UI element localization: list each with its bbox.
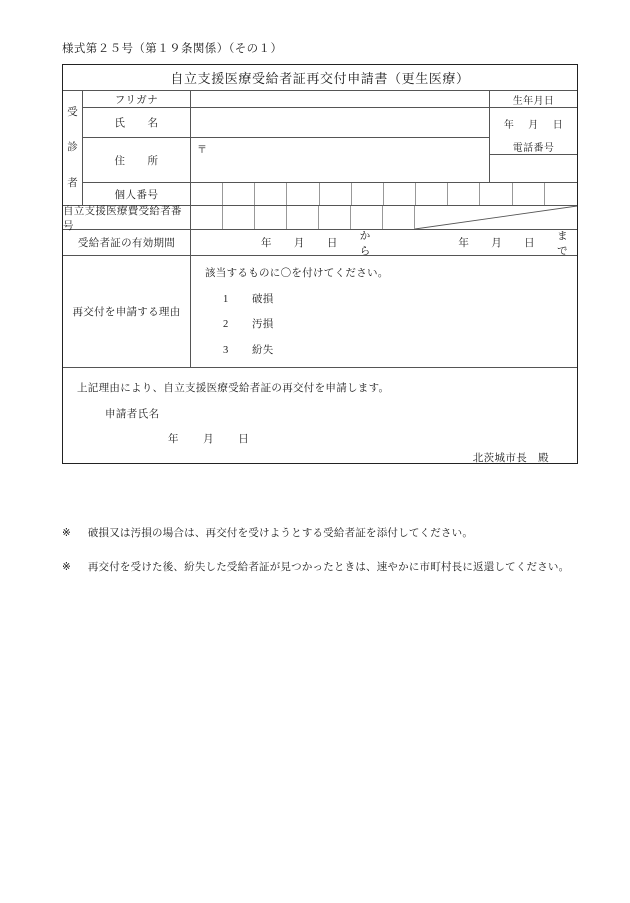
digit-cell[interactable] [223, 206, 255, 229]
reason-option-3-label: 紛失 [251, 344, 274, 356]
reason-option-1-label: 破損 [251, 293, 274, 305]
applicant-signature-label[interactable]: 申請者氏名 [105, 409, 160, 420]
digit-cell[interactable] [191, 206, 223, 229]
footnote-2 [62, 559, 592, 574]
reason-option-2[interactable] [223, 319, 577, 331]
benefit-number-label: 自立支援医療費受給者番号 [63, 206, 191, 229]
benefit-digit-boxes [191, 206, 415, 229]
digit-cell[interactable] [255, 183, 287, 205]
birth-year-unit: 年 [503, 119, 515, 131]
mynumber-input[interactable] [191, 183, 577, 205]
reason-label: 再交付を申請する理由 [63, 256, 191, 367]
furigana-row [83, 91, 489, 108]
from-year-unit: 年 [261, 238, 272, 249]
form-title-row [63, 65, 577, 91]
footnote-1-text: 破損又は汚損の場合は、再交付を受けようとする受給者証を添付してください。 [87, 528, 474, 539]
reason-option-3-number: 3 [223, 344, 229, 356]
birthdate-label: 生年月日 [490, 91, 577, 108]
digit-cell[interactable] [255, 206, 287, 229]
reason-option-1-number: 1 [223, 293, 229, 305]
validity-period-label: 受給者証の有効期間 [63, 230, 191, 255]
from-suffix: から [359, 230, 371, 257]
benefit-number-row [63, 205, 577, 230]
digit-cell[interactable] [513, 183, 545, 205]
name-input[interactable] [191, 108, 489, 137]
digit-cell[interactable] [287, 183, 319, 205]
to-suffix: まで [557, 230, 568, 257]
vertical-char-2: 診 [67, 142, 78, 154]
name-label: 氏 名 [83, 108, 191, 137]
digit-cell[interactable] [384, 183, 416, 205]
validity-period-input[interactable] [191, 230, 577, 255]
applicant-rows [83, 91, 577, 205]
declaration-date-input[interactable] [168, 431, 271, 446]
footnote-2-mark: ※ [62, 562, 71, 573]
decl-day-unit: 日 [238, 434, 249, 445]
declaration-statement: 上記理由により、自立支援医療受給者証の再交付を申請します。 [77, 383, 390, 394]
address-label: 住 所 [83, 138, 191, 182]
name-left-group [83, 91, 489, 138]
postal-code-mark: 〒 [197, 145, 207, 156]
footnotes [62, 525, 592, 593]
footnote-1-mark: ※ [62, 528, 71, 539]
birth-day-unit: 日 [552, 119, 564, 131]
mynumber-digit-boxes [191, 183, 577, 205]
diagonal-line-icon [415, 206, 577, 229]
diagonal-strike-area [415, 206, 577, 229]
address-row [83, 138, 577, 183]
mynumber-label: 個人番号 [83, 183, 191, 205]
to-year-unit: 年 [458, 238, 470, 249]
footnote-2-text: 再交付を受けた後、紛失した受給者証が見つかったときは、速やかに市町村長に返還してください。 [87, 562, 570, 573]
reason-option-3[interactable] [223, 345, 577, 357]
phone-label: 電話番号 [490, 138, 577, 155]
furigana-input[interactable] [191, 91, 489, 107]
name-birthdate-group [83, 91, 577, 138]
form-number: 様式第２５号（第１９条関係）（その１） [62, 43, 283, 55]
reason-option-1[interactable] [223, 294, 577, 306]
reason-option-2-number: 2 [223, 319, 229, 331]
reason-row [63, 256, 577, 368]
declaration-block [63, 368, 577, 463]
phone-input[interactable] [490, 155, 577, 182]
digit-cell[interactable] [416, 183, 448, 205]
reason-instruction: 該当するものに〇を付けてください。 [205, 268, 389, 279]
birthdate-column [489, 91, 577, 138]
addressee-mayor: 北茨城市長 殿 [472, 453, 549, 464]
digit-cell[interactable] [448, 183, 480, 205]
digit-cell[interactable] [480, 183, 512, 205]
digit-cell[interactable] [351, 206, 383, 229]
application-form-table [62, 64, 578, 464]
decl-month-unit: 月 [203, 434, 214, 445]
from-day-unit: 日 [326, 238, 338, 249]
digit-cell[interactable] [191, 183, 223, 205]
phone-column [489, 138, 577, 182]
birth-month-unit: 月 [528, 119, 539, 131]
furigana-label: フリガナ [83, 91, 191, 107]
reason-option-2-label: 汚損 [251, 319, 274, 331]
vertical-char-1: 受 [67, 106, 78, 118]
address-input[interactable] [191, 138, 489, 182]
birthdate-input[interactable] [490, 108, 577, 138]
applicant-vertical-label [63, 91, 83, 205]
digit-cell[interactable] [352, 183, 384, 205]
to-day-unit: 日 [524, 238, 536, 249]
digit-cell[interactable] [545, 183, 577, 205]
decl-year-unit: 年 [168, 434, 179, 445]
digit-cell[interactable] [287, 206, 319, 229]
to-month-unit: 月 [491, 238, 503, 249]
vertical-char-3: 者 [67, 177, 78, 189]
digit-cell[interactable] [383, 206, 415, 229]
benefit-number-input[interactable] [191, 206, 577, 229]
validity-period-row [63, 230, 577, 256]
name-row [83, 108, 489, 138]
applicant-block [63, 91, 577, 205]
reason-options-area [191, 256, 577, 367]
digit-cell[interactable] [223, 183, 255, 205]
digit-cell[interactable] [320, 183, 352, 205]
digit-cell[interactable] [319, 206, 351, 229]
from-month-unit: 月 [293, 238, 305, 249]
footnote-1 [62, 525, 592, 540]
form-title: 自立支援医療受給者証再交付申請書（更生医療） [170, 71, 470, 86]
